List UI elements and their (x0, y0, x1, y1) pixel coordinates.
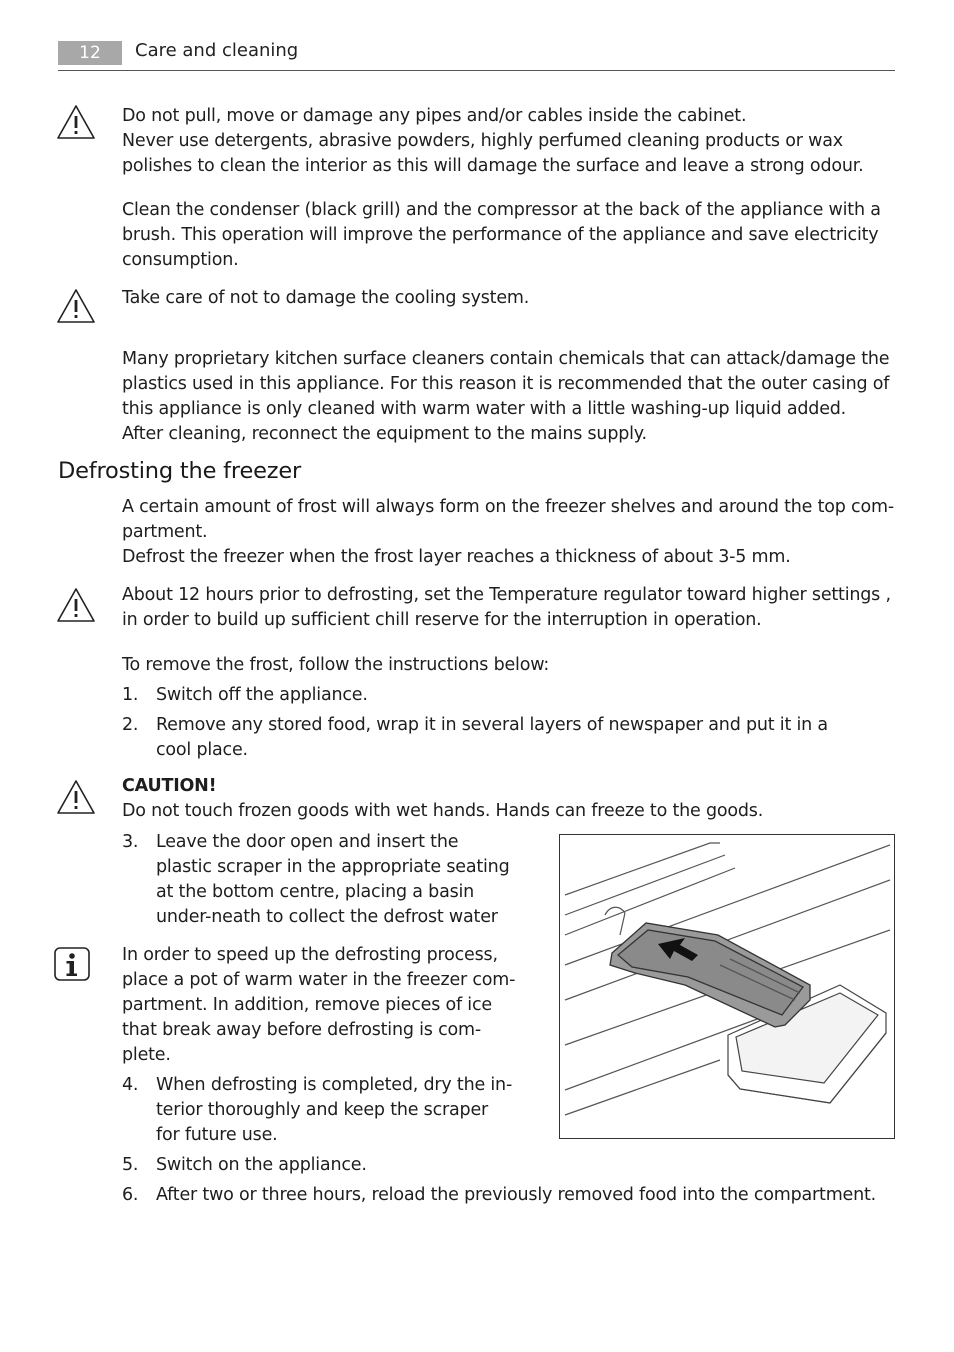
instructions-intro: To remove the frost, follow the instructions below: (122, 655, 550, 675)
caution-text: Do not touch frozen goods with wet hands. Hands can freeze to the goods. (122, 801, 764, 821)
header-rule (58, 70, 895, 71)
page-number: 12 (58, 41, 122, 65)
step-text: Remove any stored food, wrap it in several layers of newspaper and put it in a cool place. (156, 715, 828, 760)
list-item (122, 1183, 894, 1208)
list-item (122, 683, 894, 708)
step-text: After two or three hours, reload the previously removed food into the compartment. (156, 1185, 877, 1205)
scraper-illustration (559, 834, 895, 1139)
list-item (122, 830, 522, 930)
scraper-drawing (560, 835, 894, 1138)
list-item (122, 713, 894, 763)
step-number: 1. (122, 685, 139, 705)
warning-pipes-text (122, 104, 894, 179)
cleaners-paragraph (122, 347, 894, 447)
condenser-paragraph: Clean the condenser (black grill) and the compressor at the back of the appliance with a brush. This operation will improve the performance of the appliance and save electricity consumption. (122, 200, 881, 270)
step-number: 2. (122, 715, 139, 735)
section-title: Care and cleaning (135, 40, 299, 61)
step-number: 3. (122, 832, 139, 852)
warning-cooling-text: Take care of not to damage the cooling system. (122, 288, 530, 308)
step-text: Leave the door open and insert the plastic scraper in the appropriate seating at the bottom centre, placing a basin under-neath to collect the defrost water (156, 832, 510, 927)
list-item (122, 1153, 894, 1178)
step-number: 4. (122, 1075, 139, 1095)
step-text: When defrosting is completed, dry the in-terior thoroughly and keep the scraper for future use. (156, 1075, 513, 1145)
caution-block (122, 774, 894, 824)
step-text: Switch off the appliance. (156, 685, 368, 705)
warning-triangle-icon (56, 779, 96, 815)
defrost-intro-text: A certain amount of frost will always form on the freezer shelves and around the top com-partment. (122, 497, 894, 542)
warning-triangle-icon (56, 587, 96, 623)
warning-triangle-icon (56, 288, 96, 324)
info-text: In order to speed up the defrosting process, place a pot of warm water in the freezer com-partment. In addition, remove pieces of ice that break away before defrosting is com-plete. (122, 945, 516, 1065)
warning-triangle-icon (56, 104, 96, 140)
step-number: 6. (122, 1185, 139, 1205)
warning-detergents-line: Never use detergents, abrasive powders, highly perfumed cleaning products or wax polishes to clean the interior as this will damage the surface and leave a strong odour. (122, 131, 864, 176)
defrost-thickness-text: Defrost the freezer when the frost layer reaches a thickness of about 3-5 mm. (122, 547, 791, 567)
list-item (122, 1073, 522, 1148)
defrost-intro (122, 495, 894, 570)
step-text: Switch on the appliance. (156, 1155, 367, 1175)
reconnect-text: After cleaning, reconnect the equipment to the mains supply. (122, 424, 647, 444)
warning-pipes-line: Do not pull, move or damage any pipes and/or cables inside the cabinet. (122, 106, 747, 126)
cleaners-text: Many proprietary kitchen surface cleaners contain chemicals that can attack/damage the plastics used in this appliance. For this reason it is recommended that the outer casing of this appliance is only cleaned with warm water with a little washing-up liquid added. (122, 349, 890, 419)
info-icon (52, 946, 92, 982)
section-heading: Defrosting the freezer (58, 458, 302, 484)
step-number: 5. (122, 1155, 139, 1175)
caution-label: CAUTION! (122, 776, 217, 796)
warning-regulator-text: About 12 hours prior to defrosting, set the Temperature regulator toward higher settings , in order to build up sufficient chill reserve for the interruption in operation. (122, 585, 891, 630)
